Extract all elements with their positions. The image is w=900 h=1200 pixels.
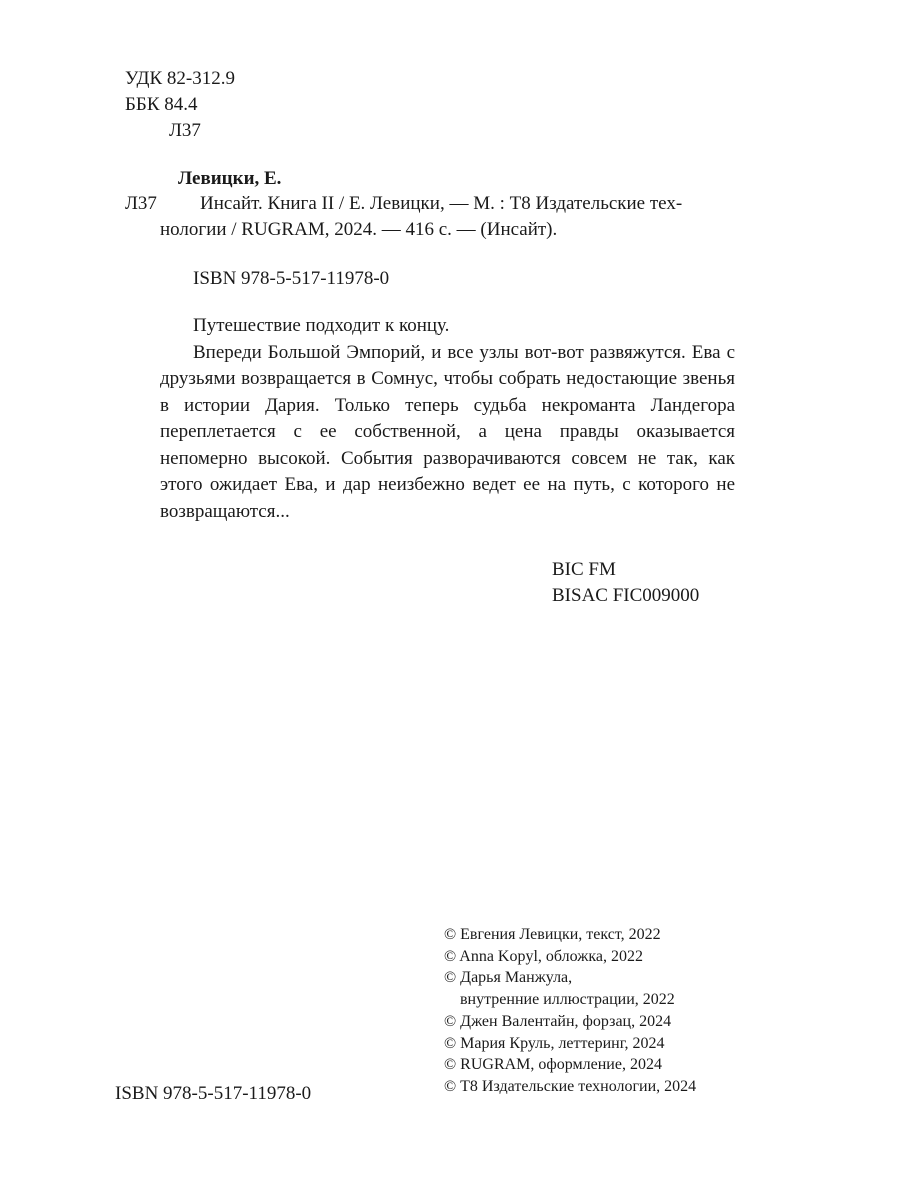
author-heading: Левицки, Е.: [178, 168, 282, 189]
udk-code: УДК 82-312.9: [125, 68, 235, 89]
subject-codes: [552, 557, 699, 609]
copyright-line: © RUGRAM, оформление, 2024: [444, 1056, 662, 1074]
copyright-line: внутренние иллюстрации, 2022: [460, 991, 675, 1009]
isbn-bottom: ISBN 978-5-517-11978-0: [115, 1083, 312, 1104]
classification-codes: [125, 66, 235, 144]
annotation-paragraph-1: Путешествие подходит к концу.: [193, 315, 450, 336]
copyright-block: [444, 924, 696, 1098]
annotation: [160, 313, 735, 525]
copyright-line: © Джен Валентайн, форзац, 2024: [444, 1012, 672, 1030]
side-author-mark: Л37: [125, 193, 157, 214]
bibliographic-line-1: Инсайт. Книга II / Е. Левицки, — М. : Т8 Издательские тех-: [200, 193, 683, 214]
copyright-line: © Дарья Манжула,: [444, 969, 573, 987]
isbn-top: ISBN 978-5-517-11978-0: [193, 268, 390, 289]
bibliographic-description: [160, 191, 735, 243]
bibliographic-line-2: нологии / RUGRAM, 2024. — 416 с. — (Инсайт).: [160, 219, 558, 240]
copyright-line: © Т8 Издательские технологии, 2024: [444, 1077, 697, 1095]
bisac-code: BISAC FIC009000: [552, 585, 700, 606]
copyright-line: © Anna Kopyl, обложка, 2022: [444, 947, 643, 965]
annotation-paragraph-2: Впереди Большой Эмпорий, и все узлы вот-вот развяжутся. Ева с друзьями возвращается в Сомнус, чтобы собрать недостающие звенья в истории Дария. Только теперь судьба некроманта Ландегора переплетается с ее собственной, а цена правды оказывается непомерно высокой. События разворачиваются совсем не так, как этого ожидает Ева, и дар неизбежно ведет ее на путь, с которого не возвращаются...: [160, 341, 735, 522]
bbk-code: ББК 84.4: [125, 94, 198, 115]
copyright-line: © Евгения Левицки, текст, 2022: [444, 926, 661, 943]
copyright-line: © Мария Круль, леттеринг, 2024: [444, 1034, 665, 1052]
bic-code: BIC FM: [552, 559, 616, 580]
author-mark: Л37: [169, 120, 201, 141]
